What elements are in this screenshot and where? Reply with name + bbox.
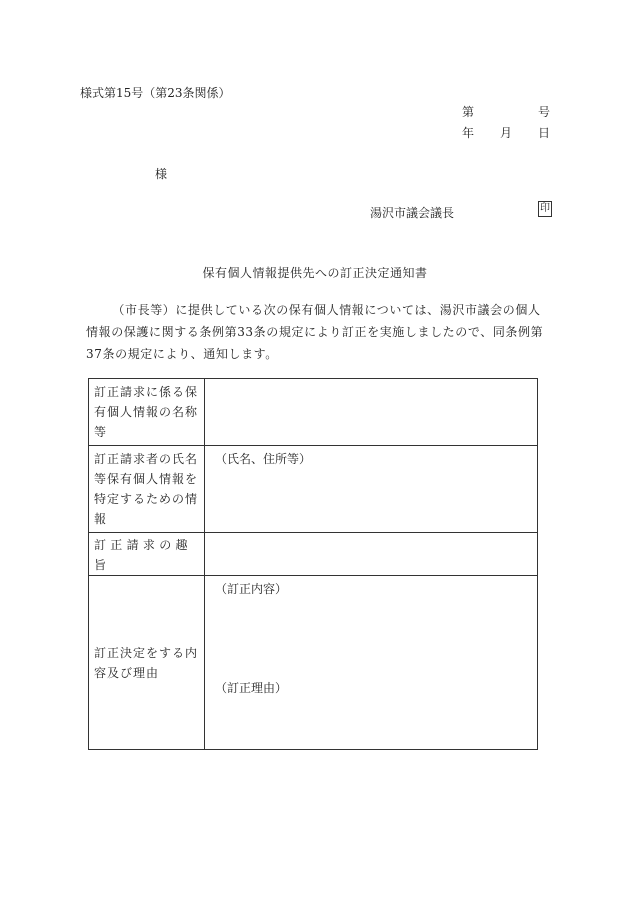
- seal-mark: 印: [538, 201, 552, 217]
- body-paragraph: （市長等）に提供している次の保有個人情報については、湯沢市議会の個人情報の保護に関する条例第33条の規定により訂正を実施しましたので、同条例第37条の規定により、通知します。: [86, 303, 544, 361]
- row-value-info-name: [205, 379, 538, 446]
- table-row: [89, 446, 538, 533]
- row-label-info-name: 訂正請求に係る保有個人情報の名称等: [89, 379, 205, 446]
- table-row: [89, 533, 538, 576]
- row-value-decision: [205, 576, 538, 750]
- addressee-honorific: 様: [155, 167, 168, 181]
- row-label-purpose: 訂正請求の趣旨: [89, 533, 205, 576]
- sender-name: 湯沢市議会議長: [370, 206, 455, 220]
- date-year-label: 年: [462, 126, 475, 140]
- row-value-purpose: [205, 533, 538, 576]
- row-label-decision: 訂正決定をする内容及び理由: [89, 576, 205, 750]
- date-day-label: 日: [538, 126, 551, 140]
- document-number-prefix: 第: [462, 105, 475, 119]
- date-month-label: 月: [500, 126, 513, 140]
- notification-table: [88, 378, 538, 750]
- table-row: [89, 379, 538, 446]
- table-row: [89, 576, 538, 750]
- row-value-requester: （氏名、住所等）: [205, 446, 538, 533]
- correction-content-label: （訂正内容）: [215, 582, 288, 596]
- row-label-requester: 訂正請求者の氏名等保有個人情報を特定するための情報: [89, 446, 205, 533]
- correction-reason-label: （訂正理由）: [215, 681, 288, 695]
- document-title: 保有個人情報提供先への訂正決定通知書: [202, 266, 428, 280]
- form-number: 様式第15号（第23条関係）: [80, 86, 231, 100]
- document-number-suffix: 号: [538, 105, 551, 119]
